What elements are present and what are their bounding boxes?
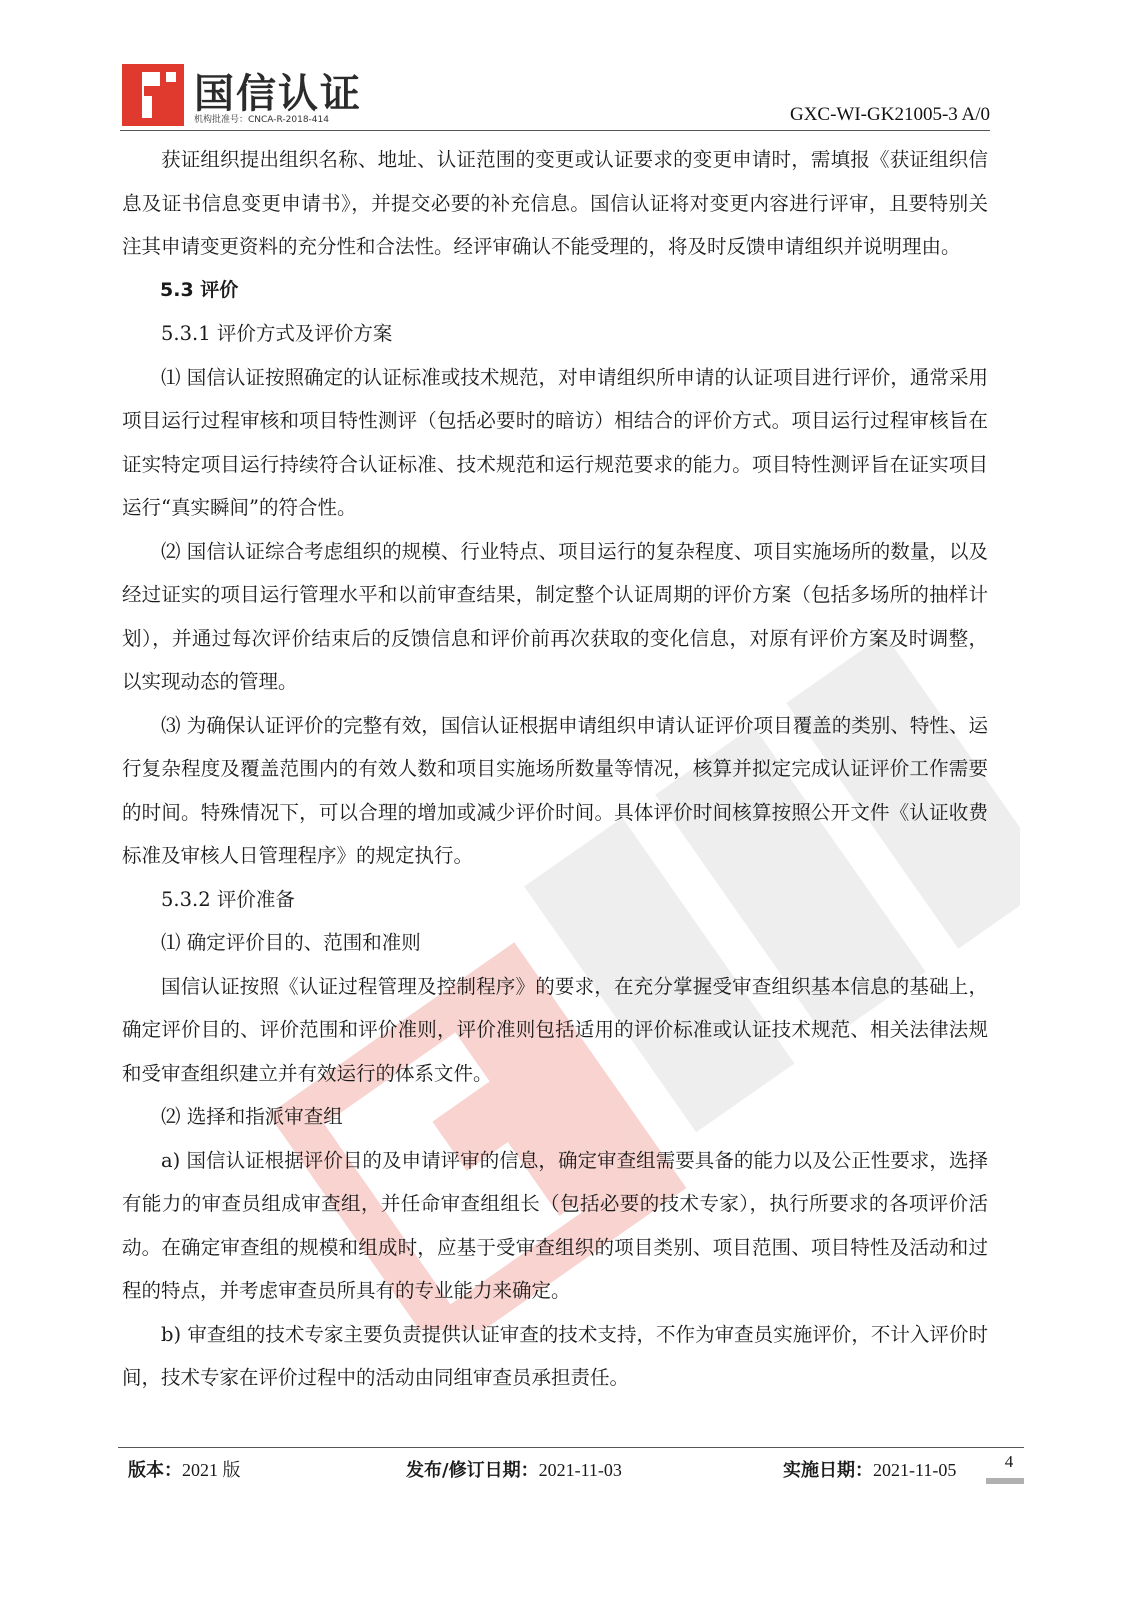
header-divider [120,130,990,131]
footer-version [128,1456,241,1482]
company-logo-icon [122,64,184,126]
footer-publish-date [406,1456,622,1482]
section-heading-5-3-1: 5.3.1 评价方式及评价方案 [161,322,393,345]
page-number-bar [986,1478,1024,1484]
page-header [120,58,990,132]
section-heading-5-3-2: 5.3.2 评价准备 [161,887,295,911]
version-label: 版本： [128,1460,182,1481]
subheading-audit-team: ⑵ 选择和指派审查组 [161,1105,343,1128]
version-value: 2021 版 [182,1460,241,1480]
paragraph-evaluation-time: ⑶ 为确保认证评价的完整有效，国信认证根据申请组织申请认证评价项目覆盖的类别、特性、运行复杂程度及覆盖范围内的有效人数和项目实施场所数量等情况，核算并拟定完成认证评价工作需要的时间。特殊情况下，可以合理的增加或减少评价时间。具体评价时间核算按照公开文件《认证收费标准及审核人日管理程序》的规定执行。 [122,713,988,867]
effective-date-label: 实施日期： [783,1460,873,1481]
effective-date-value: 2021-11-05 [873,1460,957,1480]
document-body [122,138,988,1400]
paragraph-audit-team-a: a) 国信认证根据评价目的及申请评审的信息，确定审查组需要具备的能力以及公正性要求，选择有能力的审查员组成审查组，并任命审查组组长（包括必要的技术专家），执行所要求的各项评价活动。在确定审查组的规模和组成时，应基于受审查组织的项目类别、项目范围、项目特性及活动和过程的特点，并考虑审查员所具有的专业能力来确定。 [122,1148,988,1302]
publish-date-value: 2021-11-03 [538,1460,622,1480]
registration-number: 机构批准号：CNCA-R-2018-414 [194,115,329,125]
subheading-scope-criteria: ⑴ 确定评价目的、范围和准则 [161,931,421,954]
publish-date-label: 发布/修订日期： [406,1460,539,1481]
paragraph-evaluation-method: ⑴ 国信认证按照确定的认证标准或技术规范，对申请组织所申请的认证项目进行评价，通常采用项目运行过程审核和项目特性测评（包括必要时的暗访）相结合的评价方式。项目运行过程审核旨在证实特定项目运行持续符合认证标准、技术规范和运行规范要求的能力。项目特性测评旨在证实项目运行“真实瞬间”的符合性。 [122,365,988,519]
footer-effective-date [783,1456,956,1482]
paragraph-change-request: 获证组织提出组织名称、地址、认证范围的变更或认证要求的变更申请时，需填报《获证组织信息及证书信息变更申请书》，并提交必要的补充信息。国信认证将对变更内容进行评审，且要特别关注其申请变更资料的充分性和合法性。经评审确认不能受理的，将及时反馈申请组织并说明理由。 [122,148,988,258]
footer-divider [118,1447,1024,1448]
page-number: 4 [1004,1452,1014,1471]
paragraph-scope-criteria: 国信认证按照《认证过程管理及控制程序》的要求，在充分掌握受审查组织基本信息的基础上，确定评价目的、评价范围和评价准则，评价准则包括适用的评价标准或认证技术规范、相关法律法规和受审查组织建立并有效运行的体系文件。 [122,974,988,1085]
document-code: GXC-WI-GK21005-3 A/0 [789,104,990,125]
paragraph-audit-team-b: b) 审查组的技术专家主要负责提供认证审查的技术支持，不作为审查员实施评价，不计入评价时间，技术专家在评价过程中的活动由同组审查员承担责任。 [122,1322,988,1389]
company-name: 国信认证 [194,71,362,117]
section-heading-5-3: 5.3 评价 [160,278,239,301]
paragraph-evaluation-plan: ⑵ 国信认证综合考虑组织的规模、行业特点、项目运行的复杂程度、项目实施场所的数量，以及经过证实的项目运行管理水平和以前审查结果，制定整个认证周期的评价方案（包括多场所的抽样计划），并通过每次评价结束后的反馈信息和评价前再次获取的变化信息，对原有评价方案及时调整，以实现动态的管理。 [122,539,988,693]
